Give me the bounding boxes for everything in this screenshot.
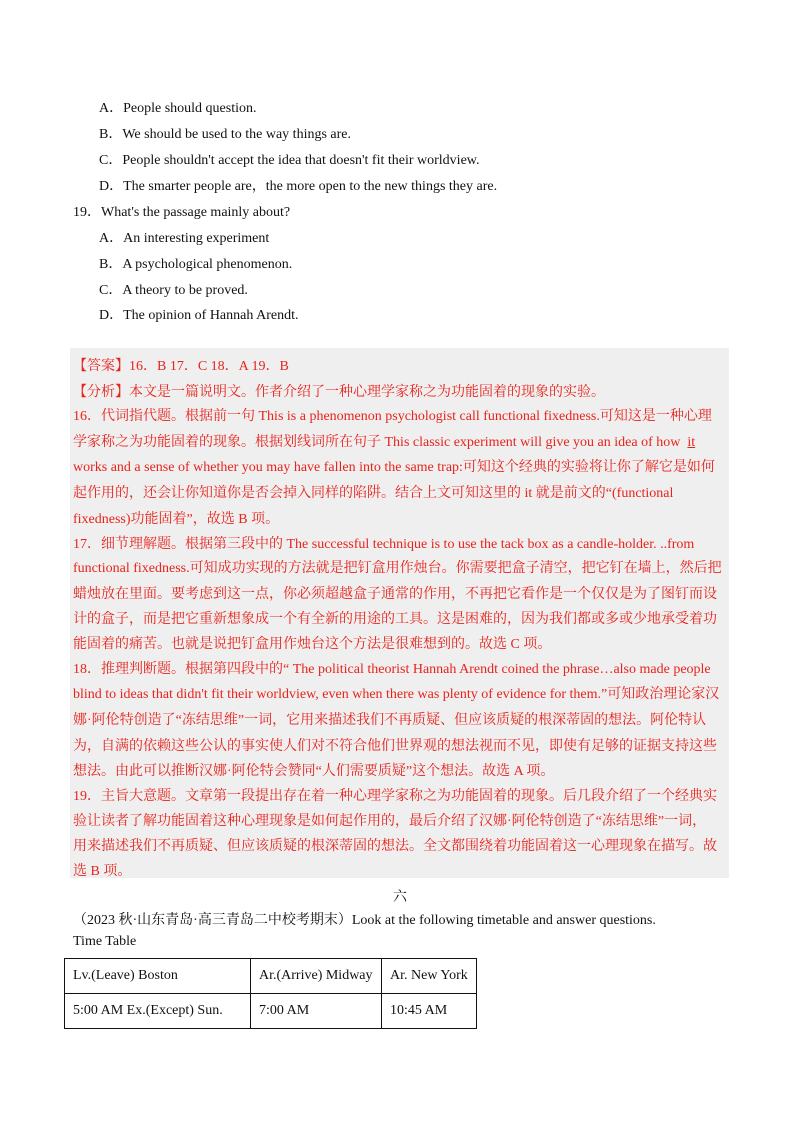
answer-key: 【答案】16．B 17．C 18．A 19．B (73, 359, 289, 374)
q18-option-c: C．People shouldn't accept the idea that doesn't fit their worldview. (99, 153, 480, 168)
table-row (65, 994, 477, 1029)
analysis-line: 选 B 项。 (73, 864, 132, 879)
q19-option-a: A．An interesting experiment (99, 231, 270, 246)
analysis-line: 16．代词指代题。根据前一句 This is a phenomenon psychologist call functional fixedness.可知这是一种心理 (73, 409, 712, 424)
table-header-cell: Lv.(Leave) Boston (65, 959, 251, 994)
table-cell: 5:00 AM Ex.(Except) Sun. (65, 994, 251, 1029)
analysis-line: 起作用的，还会让你知道你是否会掉入同样的陷阱。结合上文可知这里的 it 就是前文的“(functional (73, 486, 674, 501)
table-header-cell: Ar.(Arrive) Midway (251, 959, 382, 994)
analysis-line: 19．主旨大意题。文章第一段提出存在着一种心理学家称之为功能固着的现象。后几段介绍了一个经典实 (73, 789, 717, 804)
q18-option-a: A．People should question. (99, 101, 257, 116)
analysis-line: 蜡烛放在里面。要考虑到这一点，你必须超越盒子通常的作用，不再把它看作是一个仅仅是为了图钉而设 (73, 587, 717, 602)
timetable (64, 958, 477, 1029)
table-header-row (65, 959, 477, 994)
analysis-line: 用来描述我们不再质疑、但应该质疑的根深蒂固的想法。全文都围绕着功能固着这一心理现象在描写。故 (73, 839, 717, 854)
q19-option-c: C．A theory to be proved. (99, 283, 248, 298)
analysis-line: 能固着的痛苦。也就是说把钉盒用作烛台这个方法是很难想到的。故选 C 项。 (73, 637, 552, 652)
underlined-word: it (687, 435, 696, 450)
table-title: Time Table (73, 934, 137, 949)
analysis-line: 18．推理判断题。根据第四段中的“ The political theorist Hannah Arendt coined the phrase…also made people (73, 662, 711, 677)
q18-option-d: D．The smarter people are，the more open to the new things they are. (99, 179, 498, 194)
table-header-cell: Ar. New York (382, 959, 477, 994)
analysis-summary: 【分析】本文是一篇说明文。作者介绍了一种心理学家称之为功能固着的现象的实验。 (73, 385, 605, 400)
q19-option-b: B．A psychological phenomenon. (99, 257, 293, 272)
q19-stem: 19．What's the passage mainly about? (73, 205, 291, 220)
analysis-line: functional fixedness.可知成功实现的方法就是把钉盒用作烛台。你需要把盒子清空，把它钉在墙上，然后把 (73, 561, 722, 576)
analysis-line: blind to ideas that didn't fit their worldview, even when there was plenty of evidence for them.”可知政治理论家汉 (73, 687, 720, 702)
section-number: 六 (393, 890, 407, 905)
table-cell: 7:00 AM (251, 994, 382, 1029)
analysis-line: 想法。由此可以推断汉娜·阿伦特会赞同“人们需要质疑”这个想法。故选 A 项。 (73, 764, 555, 779)
analysis-line: works and a sense of whether you may have fallen into the same trap:可知这个经典的实验将让你了解它是如何 (73, 460, 715, 475)
q19-option-d: D．The opinion of Hannah Arendt. (99, 308, 299, 323)
analysis-line: 娜·阿伦特创造了“冻结思维”一词，它用来描述我们不再质疑、但应该质疑的根深蒂固的想法。阿伦特认 (73, 713, 707, 728)
analysis-line: 计的盒子，而是把它重新想象成一个有全新的用途的工具。这是困难的，因为我们都或多或少地承受着功 (73, 612, 717, 627)
analysis-line: 学家称之为功能固着的现象。根据划线词所在句子 This classic experiment will give you an idea of how it (73, 435, 696, 450)
analysis-line: fixedness)功能固着”，故选 B 项。 (73, 512, 280, 527)
analysis-line: 验让读者了解功能固着这种心理现象是如何起作用的，最后介绍了汉娜·阿伦特创造了“冻结思维”一词， (73, 814, 707, 829)
analysis-line: 17．细节理解题。根据第三段中的 The successful technique is to use the tack box as a candle-holder. ..from (73, 537, 695, 552)
q18-option-b: B．We should be used to the way things are. (99, 127, 351, 142)
analysis-line: 为，自满的依赖这些公认的事实使人们对不符合他们世界观的想法视而不见，即使有足够的证据支持这些 (73, 739, 717, 754)
table-cell: 10:45 AM (382, 994, 477, 1029)
section-intro: （2023 秋·山东青岛·高三青岛二中校考期末）Look at the following timetable and answer questions. (73, 913, 656, 928)
